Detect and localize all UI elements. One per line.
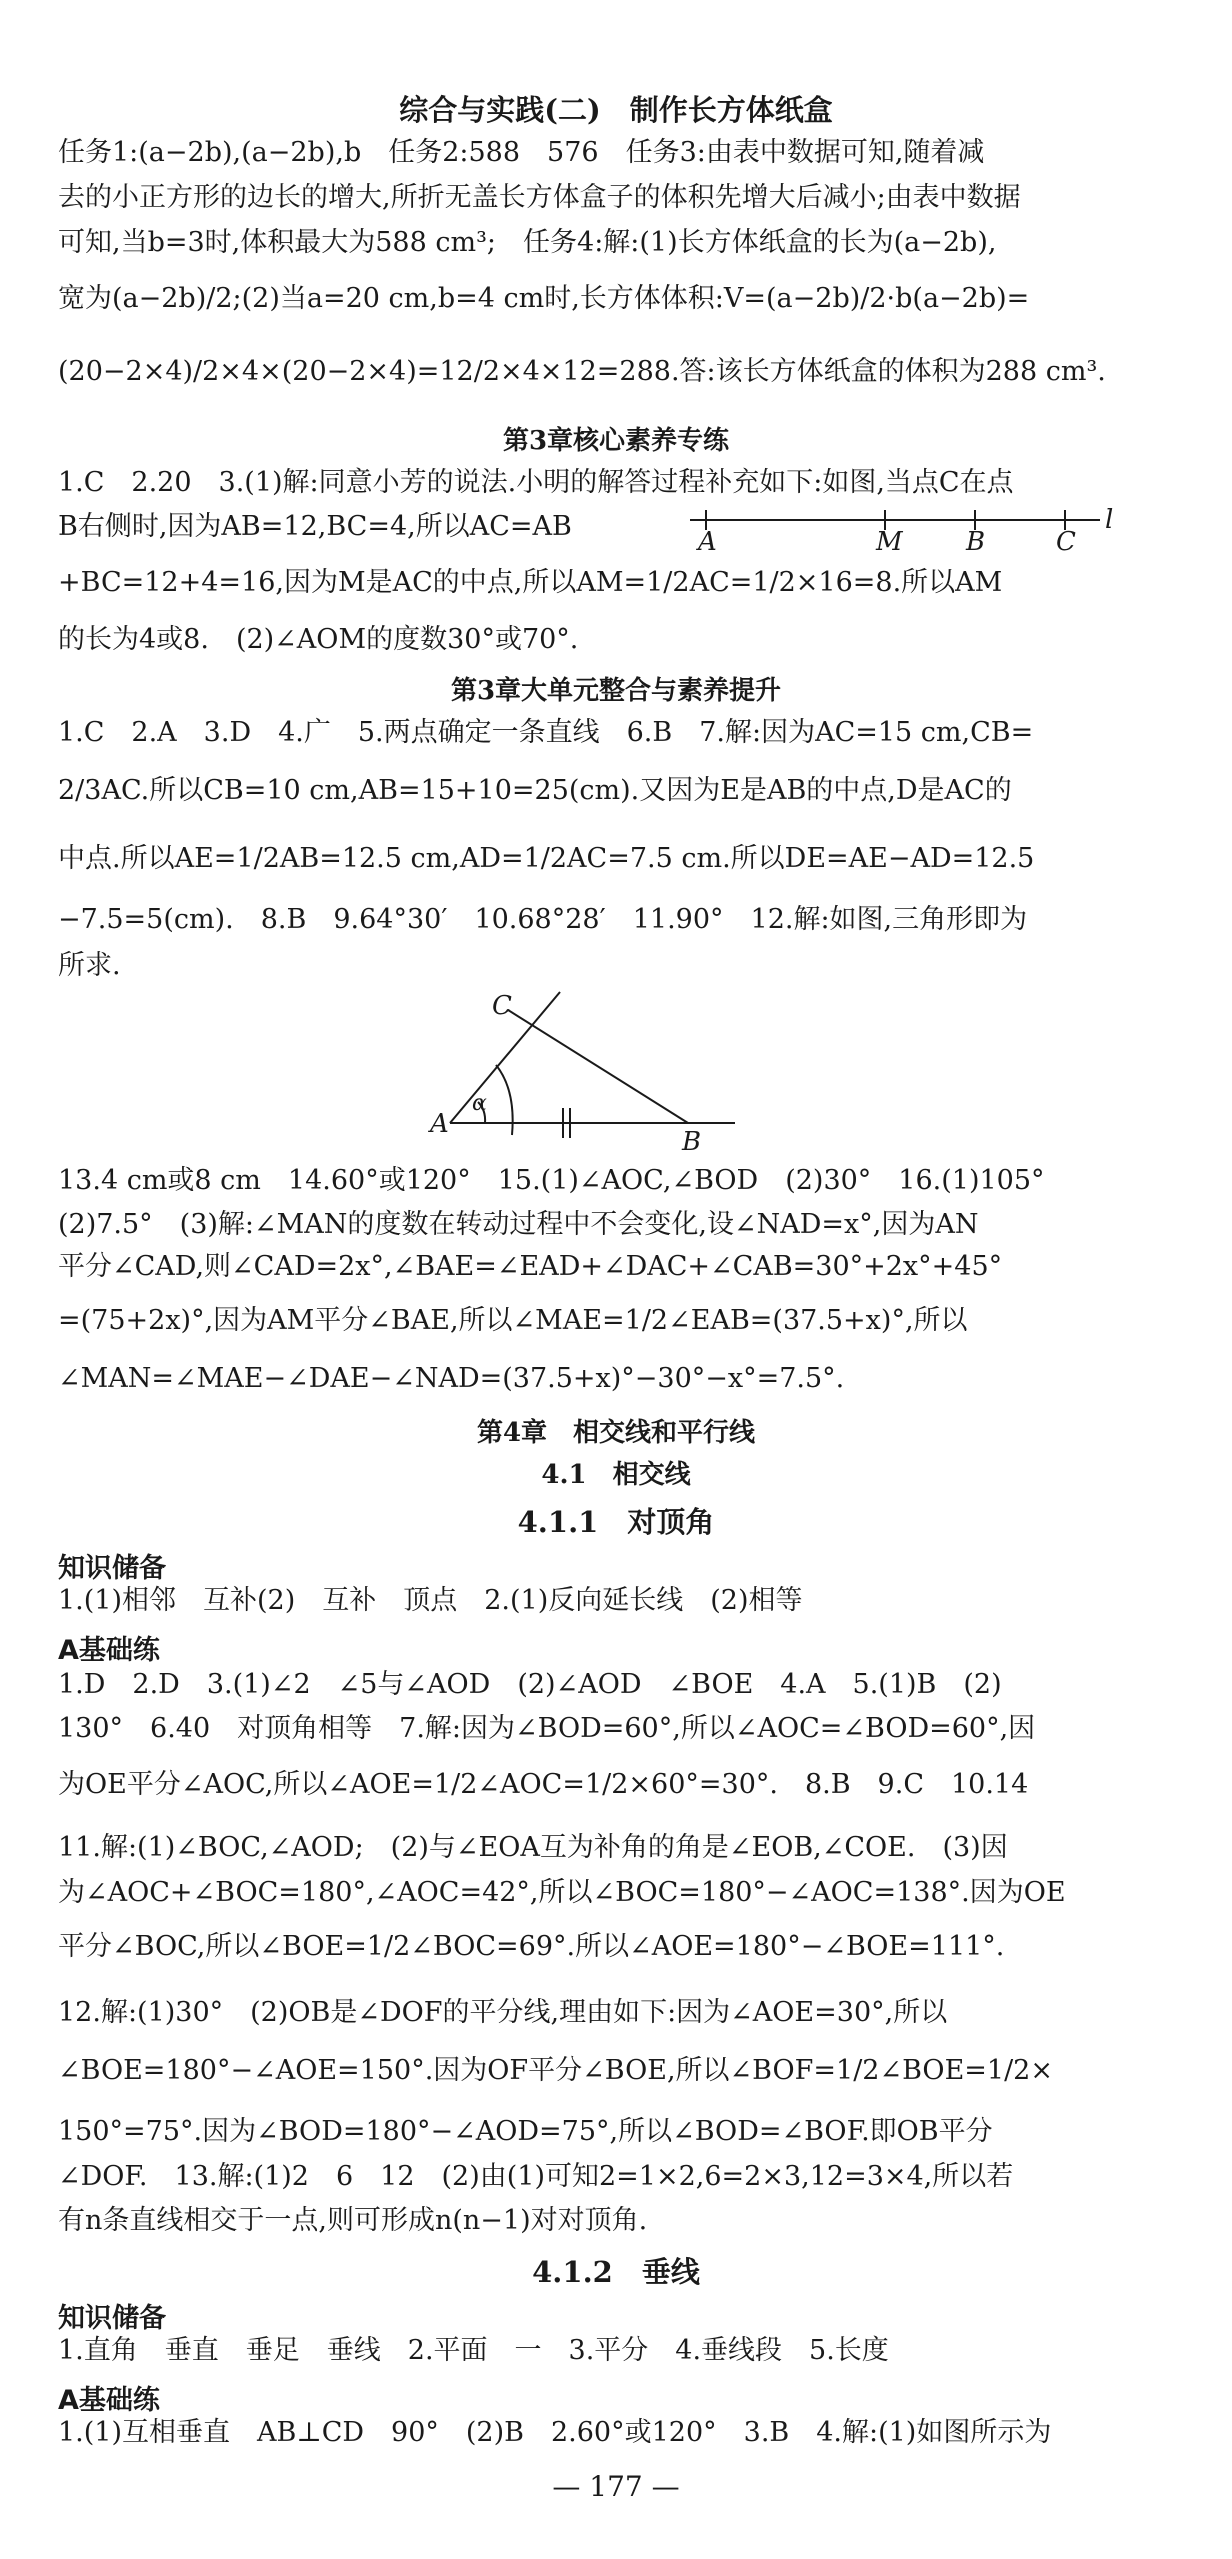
text-line: 1.直角 垂直 垂足 垂线 2.平面 一 3.平分 4.垂线段 5.长度 — [58, 2335, 889, 2366]
text-line: 13.4 cm或8 cm 14.60°或120° 15.(1)∠AOC,∠BOD (2)30° 16.(1)105° — [58, 1165, 1045, 1196]
text-line: 1.C 2.20 3.(1)解:同意小芳的说法.小明的解答过程补充如下:如图,当点C在点 — [58, 467, 1014, 498]
point-m-label: M — [876, 527, 903, 554]
text-line: −7.5=5(cm). 8.B 9.64°30′ 10.68°28′ 11.90° 12.解:如图,三角形即为 — [58, 904, 1028, 935]
text-line: 1.(1)互相垂直 AB⊥CD 90° (2)B 2.60°或120° 3.B 4.解:(1)如图所示为 — [58, 2417, 1052, 2448]
text-line: 2/3AC.所以CB=10 cm,AB=15+10=25(cm).又因为E是AB的中点,D是AC的 — [58, 775, 1012, 806]
point-c-label: C — [1056, 527, 1076, 554]
triangle-construction-figure — [420, 990, 760, 1160]
text-line: 1.D 2.D 3.(1)∠2 ∠5与∠AOD (2)∠AOD ∠BOE 4.A 5.(1)B (2) — [58, 1669, 1002, 1700]
section-title: 综合与实践(二) 制作长方体纸盒 — [399, 93, 833, 127]
text-line: +BC=12+4=16,因为M是AC的中点,所以AM=1/2AC=1/2×16=8.所以AM — [58, 567, 1003, 598]
point-b-label: B — [966, 527, 986, 554]
label-basic: A基础练 — [58, 2385, 160, 2416]
point-a-label: A — [698, 527, 717, 554]
point-b-label: B — [682, 1127, 702, 1157]
page-number: — 177 — — [552, 2470, 680, 2503]
text-line: 130° 6.40 对顶角相等 7.解:因为∠BOD=60°,所以∠AOC=∠BOD=60°,因 — [58, 1713, 1036, 1744]
text-line: ∠MAN=∠MAE−∠DAE−∠NAD=(37.5+x)°−30°−x°=7.5°. — [58, 1363, 845, 1394]
text-line: 有n条直线相交于一点,则可形成n(n−1)对对顶角. — [58, 2205, 648, 2236]
heading-ch3-unit: 第3章大单元整合与素养提升 — [450, 676, 782, 706]
text-line: 1.(1)相邻 互补(2) 互补 顶点 2.(1)反向延长线 (2)相等 — [58, 1585, 803, 1616]
heading-4-1: 4.1 相交线 — [541, 1460, 691, 1490]
text-line: 的长为4或8. (2)∠AOM的度数30°或70°. — [58, 624, 579, 655]
text-line: =(75+2x)°,因为AM平分∠BAE,所以∠MAE=1/2∠EAB=(37.5+x)°,所以 — [58, 1305, 968, 1336]
text-line: 12.解:(1)30° (2)OB是∠DOF的平分线,理由如下:因为∠AOE=30°,所以 — [58, 1997, 948, 2028]
text-line: 平分∠BOC,所以∠BOE=1/2∠BOC=69°.所以∠AOE=180°−∠BOE=111°. — [58, 1931, 1005, 1962]
heading-ch4: 第4章 相交线和平行线 — [476, 1418, 756, 1448]
heading-4-1-2: 4.1.2 垂线 — [532, 2255, 700, 2289]
text-line: (2)7.5° (3)解:∠MAN的度数在转动过程中不会变化,设∠NAD=x°,因为AN — [58, 1209, 979, 1240]
text-line: 1.C 2.A 3.D 4.广 5.两点确定一条直线 6.B 7.解:因为AC=15 cm,CB= — [58, 717, 1034, 748]
text-line: 中点.所以AE=1/2AB=12.5 cm,AD=1/2AC=7.5 cm.所以DE=AE−AD=12.5 — [58, 843, 1035, 874]
text-line: B右侧时,因为AB=12,BC=4,所以AC=AB — [58, 511, 572, 542]
text-line: 可知,当b=3时,体积最大为588 cm³; 任务4:解:(1)长方体纸盒的长为(a−2b), — [58, 227, 997, 258]
heading-ch3-special: 第3章核心素养专练 — [502, 426, 730, 456]
text-line: 150°=75°.因为∠BOD=180°−∠AOD=75°,所以∠BOD=∠BOF.即OB平分 — [58, 2116, 993, 2147]
text-line: ∠BOE=180°−∠AOE=150°.因为OF平分∠BOE,所以∠BOF=1/2∠BOE=1/2× — [58, 2055, 1053, 2086]
text-line: ∠DOF. 13.解:(1)2 6 12 (2)由(1)可知2=1×2,6=2×3,12=3×4,所以若 — [58, 2161, 1014, 2192]
text-line: 为OE平分∠AOC,所以∠AOE=1/2∠AOC=1/2×60°=30°. 8.B 9.C 10.14 — [58, 1769, 1029, 1800]
text-line: (20−2×4)/2×4×(20−2×4)=12/2×4×12=288.答:该长方体纸盒的体积为288 cm³. — [58, 356, 1106, 387]
arc-mark — [496, 1065, 513, 1135]
text-line: 任务1:(a−2b),(a−2b),b 任务2:588 576 任务3:由表中数据可知,随着减 — [58, 137, 985, 168]
point-c-label: C — [492, 991, 512, 1021]
text-line: 宽为(a−2b)/2;(2)当a=20 cm,b=4 cm时,长方体体积:V=(a−2b)/2·b(a−2b)= — [58, 283, 1030, 314]
point-a-label: A — [430, 1109, 449, 1139]
text-line: 所求. — [58, 950, 121, 981]
text-line: 11.解:(1)∠BOC,∠AOD; (2)与∠EOA互为补角的角是∠EOB,∠COE. (3)因 — [58, 1832, 1008, 1863]
side-cb — [508, 1010, 688, 1123]
label-knowledge: 知识储备 — [58, 1553, 166, 1584]
alpha-label: α — [472, 1091, 487, 1116]
label-basic: A基础练 — [58, 1635, 160, 1666]
text-line: 为∠AOC+∠BOC=180°,∠AOC=42°,所以∠BOC=180°−∠AOC=138°.因为OE — [58, 1877, 1066, 1908]
text-line: 平分∠CAD,则∠CAD=2x°,∠BAE=∠EAD+∠DAC+∠CAB=30°+2x°+45° — [58, 1251, 1003, 1282]
label-knowledge: 知识储备 — [58, 2303, 166, 2334]
line-l-label: l — [1105, 505, 1114, 535]
heading-4-1-1: 4.1.1 对顶角 — [517, 1505, 715, 1539]
text-line: 去的小正方形的边长的增大,所折无盖长方体盒子的体积先增大后减小;由表中数据 — [58, 182, 1021, 213]
line-figure — [690, 498, 1120, 554]
